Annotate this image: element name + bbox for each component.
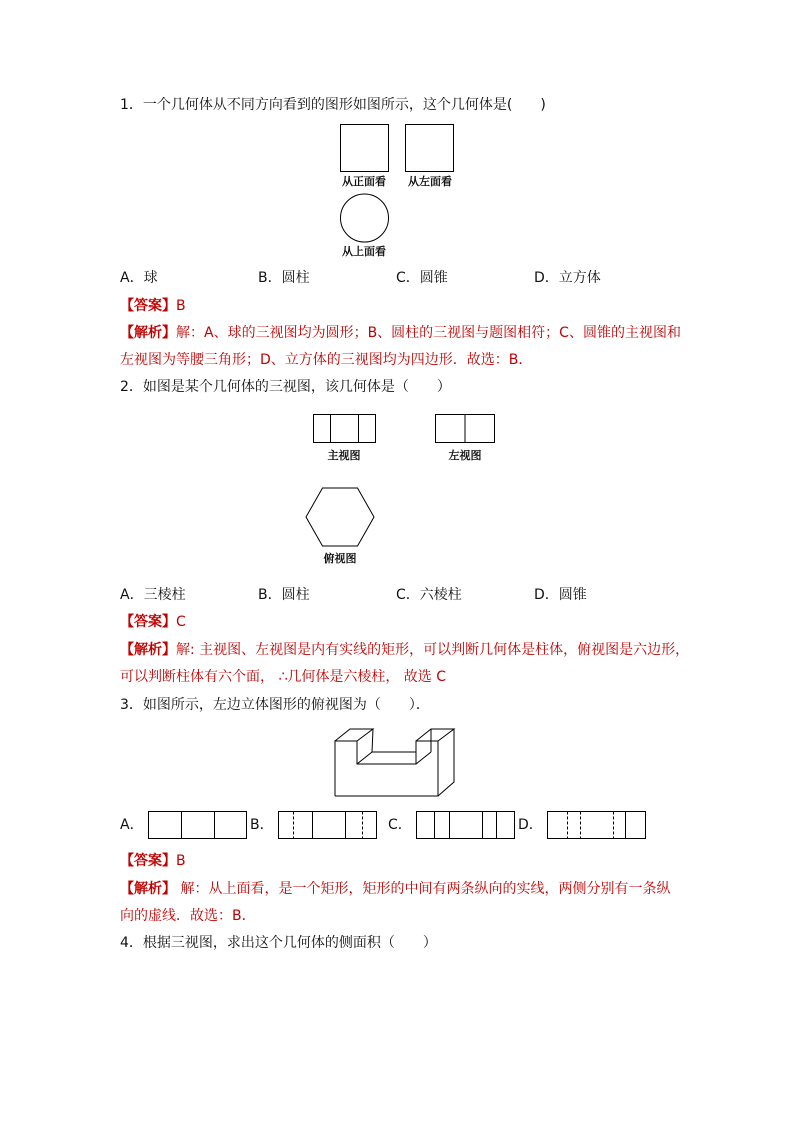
q1-caption-top: 从上面看 <box>342 245 386 258</box>
q1-option-d: D．立方体 <box>534 270 601 286</box>
q2-answer-label: 【答案】 <box>120 614 176 630</box>
q1-analysis-label: 【解析】 <box>120 325 176 341</box>
q1-caption-front: 从正面看 <box>342 175 386 188</box>
q1-analysis-line2: 左视图为等腰三角形；D、立方体的三视图均为四边形．故选：B． <box>120 352 533 368</box>
q3-option-c-label: C． <box>388 817 412 833</box>
q2-front-view-rectangle <box>313 414 377 444</box>
q2-option-b: B．圆柱 <box>258 587 310 603</box>
q2-analysis-line1 <box>120 640 689 660</box>
q2-answer-value: C <box>176 614 186 630</box>
question-2-stem: 2．如图是某个几何体的三视图，该几何体是（ ） <box>120 379 451 395</box>
q1-top-view-circle <box>339 193 391 245</box>
q2-option-a: A．三棱柱 <box>120 587 186 603</box>
q2-option-d: D．圆锥 <box>534 587 587 603</box>
q2-answer <box>120 612 186 632</box>
q3-analysis-label: 【解析】 <box>120 881 176 897</box>
q1-left-view-square <box>405 124 455 174</box>
q2-caption-left: 左视图 <box>448 449 482 462</box>
q3-option-a-label: A． <box>120 817 144 833</box>
q3-option-d-label: D． <box>518 817 543 833</box>
q3-answer-value: B <box>176 853 186 869</box>
q2-caption-top: 俯视图 <box>323 552 357 565</box>
q1-answer-label: 【答案】 <box>120 298 176 314</box>
q3-option-b-figure <box>278 811 378 840</box>
q2-caption-front: 主视图 <box>327 449 361 462</box>
q1-option-a: A．球 <box>120 270 158 286</box>
q3-analysis-text1: 解：从上面看，是一个矩形，矩形的中间有两条纵向的实线，两侧分别有一条纵 <box>176 881 671 897</box>
q2-analysis-label: 【解析】 <box>120 642 176 658</box>
q3-option-b-label: B． <box>250 817 274 833</box>
q1-answer <box>120 296 186 316</box>
q1-option-c: C．圆锥 <box>396 270 448 286</box>
q1-answer-value: B <box>176 298 186 314</box>
q2-analysis-text1: 解: 主视图、左视图是内有实线的矩形，可以判断几何体是柱体，俯视图是六边形， <box>176 642 690 658</box>
question-3-stem: 3．如图所示，左边立体图形的俯视图为（ ）． <box>120 697 430 713</box>
question-1-stem: 1．一个几何体从不同方向看到的图形如图所示，这个几何体是( ) <box>120 97 546 113</box>
q1-analysis-text1: 解：A、球的三视图均为圆形；B、圆柱的三视图与题图相符；C、圆锥的主视图和 <box>176 325 681 341</box>
q2-option-c: C．六棱柱 <box>396 587 462 603</box>
q1-front-view-square <box>340 124 390 174</box>
q3-option-c-figure <box>416 811 516 840</box>
q1-analysis-line1 <box>120 323 681 343</box>
q3-answer <box>120 851 186 871</box>
q3-option-d-figure <box>547 811 647 840</box>
q1-option-b: B．圆柱 <box>258 270 310 286</box>
q3-answer-label: 【答案】 <box>120 853 176 869</box>
q2-top-view-hexagon <box>305 487 377 549</box>
q1-caption-left: 从左面看 <box>408 175 452 188</box>
question-4-stem: 4．根据三视图，求出这个几何体的侧面积（ ） <box>120 935 437 951</box>
q2-analysis-line2: 可以判断柱体有六个面， ∴几何体是六棱柱， 故选 C <box>120 669 447 685</box>
q3-solid-figure <box>334 726 462 798</box>
q3-option-a-figure <box>148 811 248 840</box>
q2-left-view-rectangle <box>435 414 497 444</box>
q3-analysis-line1 <box>120 879 670 899</box>
q3-analysis-line2: 向的虚线．故选：B． <box>120 908 256 924</box>
